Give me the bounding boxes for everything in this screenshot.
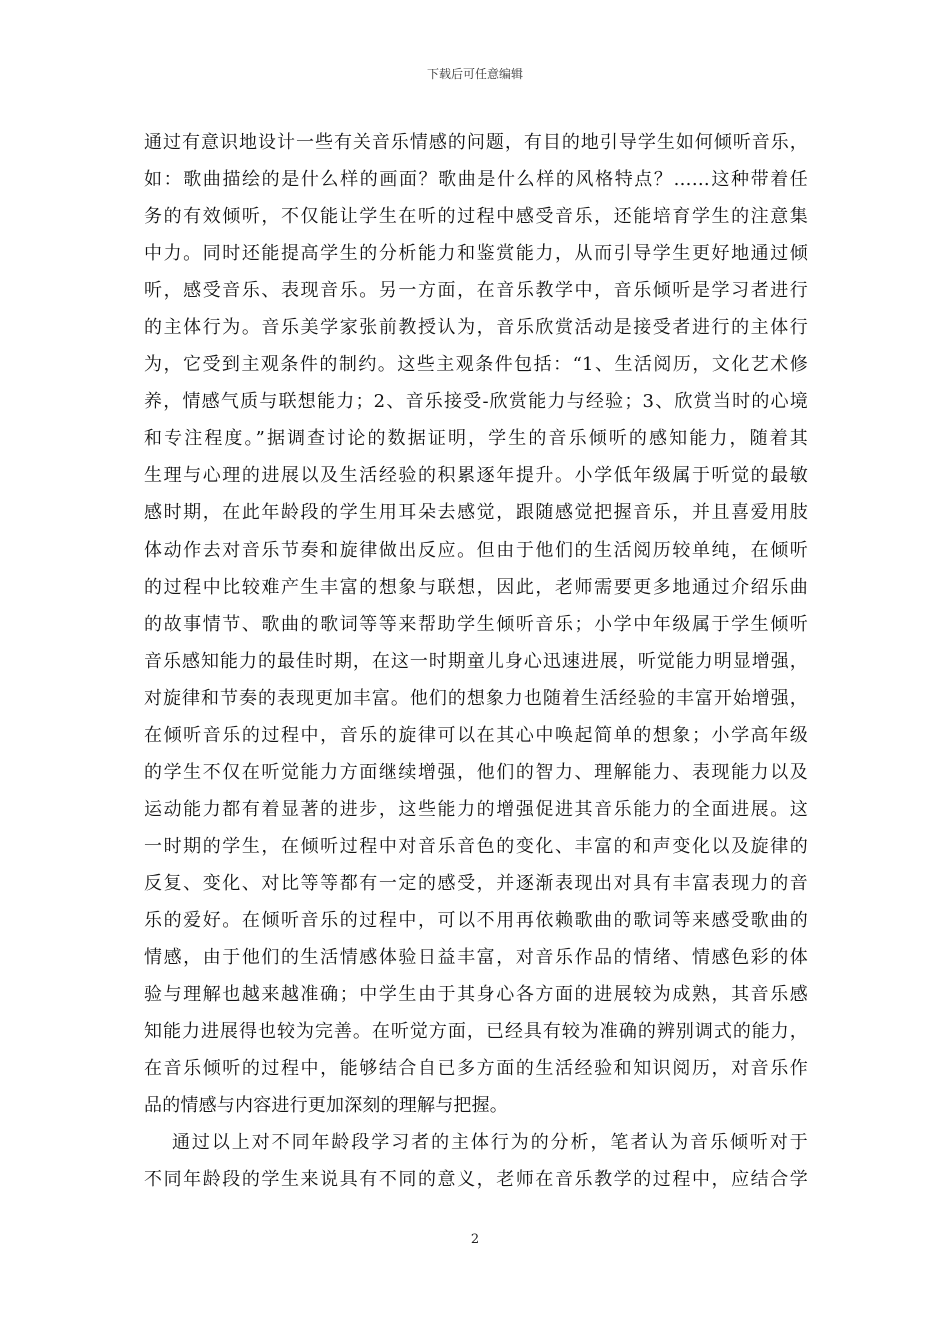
text-line: 养，情感气质与联想能力；2、音乐接受-欣赏能力与经验；3、欣赏当时的心境 xyxy=(144,391,808,413)
text-line: 的主体行为。音乐美学家张前教授认为，音乐欣赏活动是接受者进行的主体行 xyxy=(144,317,808,339)
text-line: 在音乐倾听的过程中，能够结合自已多方面的生活经验和知识阅历，对音乐作 xyxy=(144,1058,808,1080)
text-line: 体动作去对音乐节奏和旋律做出反应。但由于他们的生活阅历较单纯，在倾听 xyxy=(144,539,808,561)
page-header: 下载后可任意编辑 xyxy=(426,67,523,81)
text-line: 的故事情节、歌曲的歌词等等来帮助学生倾听音乐；小学中年级属于学生倾听 xyxy=(144,613,808,635)
text-line: 为，它受到主观条件的制约。这些主观条件包括：“1、生活阅历，文化艺术修 xyxy=(144,354,808,376)
text-line: 一时期的学生，在倾听过程中对音乐音色的变化、丰富的和声变化以及旋律的 xyxy=(144,835,808,857)
text-line: 中力。同时还能提高学生的分析能力和鉴赏能力，从而引导学生更好地通过倾 xyxy=(144,243,808,265)
text-line: 生理与心理的进展以及生活经验的积累逐年提升。小学低年级属于听觉的最敏 xyxy=(144,465,808,487)
text-line: 的过程中比较难产生丰富的想象与联想，因此，老师需要更多地通过介绍乐曲 xyxy=(144,576,808,598)
text-line: 听，感受音乐、表现音乐。另一方面，在音乐教学中，音乐倾听是学习者进行 xyxy=(144,280,808,302)
text-line: 和专注程度。”据调查讨论的数据证明，学生的音乐倾听的感知能力，随着其 xyxy=(144,428,808,450)
text-line: 务的有效倾听，不仅能让学生在听的过程中感受音乐，还能培育学生的注意集 xyxy=(144,206,808,228)
document-body xyxy=(144,124,808,1198)
text-line: 通过以上对不同年龄段学习者的主体行为的分析，笔者认为音乐倾听对于 xyxy=(172,1132,808,1154)
text-line: 通过有意识地设计一些有关音乐情感的问题，有目的地引导学生如何倾听音乐， xyxy=(144,132,808,153)
text-line: 反复、变化、对比等等都有一定的感受，并逐渐表现出对具有丰富表现力的音 xyxy=(144,872,808,894)
text-line: 乐的爱好。在倾听音乐的过程中，可以不用再依赖歌曲的歌词等来感受歌曲的 xyxy=(144,909,808,931)
text-line: 知能力进展得也较为完善。在听觉方面，已经具有较为准确的辨别调式的能力， xyxy=(144,1021,808,1043)
text-line: 的学生不仅在听觉能力方面继续增强，他们的智力、理解能力、表现能力以及 xyxy=(144,761,808,783)
text-line: 音乐感知能力的最佳时期，在这一时期童儿身心迅速进展，听觉能力明显增强， xyxy=(144,650,808,672)
text-line: 在倾听音乐的过程中，音乐的旋律可以在其心中唤起简单的想象；小学高年级 xyxy=(144,724,808,746)
text-line: 验与理解也越来越准确；中学生由于其身心各方面的进展较为成熟，其音乐感 xyxy=(144,984,808,1006)
text-line: 情感，由于他们的生活情感体验日益丰富，对音乐作品的情绪、情感色彩的体 xyxy=(144,947,808,969)
text-line: 品的情感与内容进行更加深刻的理解与把握。 xyxy=(144,1095,508,1117)
text-line: 如：歌曲描绘的是什么样的画面？歌曲是什么样的风格特点？……这种带着任 xyxy=(144,169,808,191)
text-line: 不同年龄段的学生来说具有不同的意义，老师在音乐教学的过程中，应结合学 xyxy=(144,1169,808,1191)
text-line: 对旋律和节奏的表现更加丰富。他们的想象力也随着生活经验的丰富开始增强， xyxy=(144,687,808,709)
page-number: 2 xyxy=(470,1232,480,1247)
text-line: 感时期，在此年龄段的学生用耳朵去感觉，跟随感觉把握音乐，并且喜爱用肢 xyxy=(144,502,808,524)
text-line: 运动能力都有着显著的进步，这些能力的增强促进其音乐能力的全面进展。这 xyxy=(144,798,808,820)
